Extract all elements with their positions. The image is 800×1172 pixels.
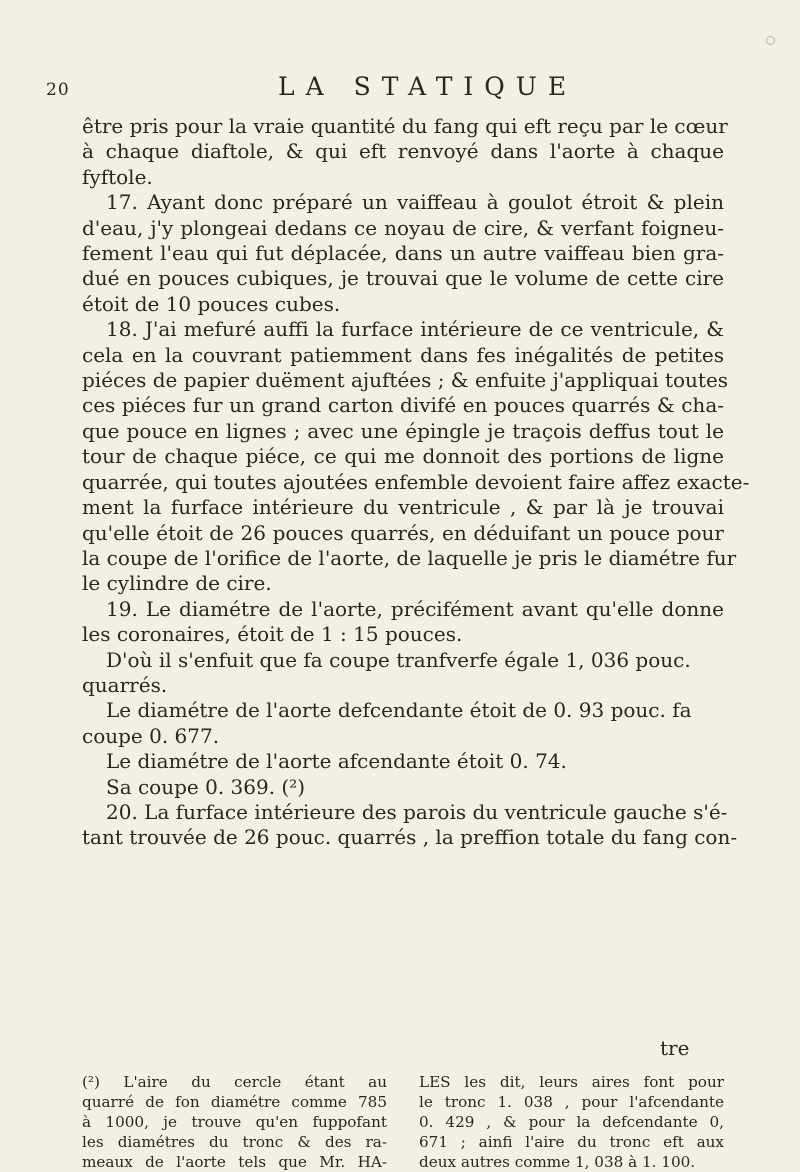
- footnote-line: meaux de l'aorte tels que Mr. HA-: [82, 1153, 387, 1171]
- footnote-line: (²) L'aire du cercle étant au: [82, 1073, 387, 1091]
- text-line: quarrés.: [82, 672, 168, 697]
- footnote-line: 671 ; ainfi l'aire du tronc eft aux: [419, 1133, 724, 1151]
- main-text: [82, 114, 750, 851]
- footnotes: [82, 1072, 724, 1172]
- text-line: piéces de papier duëment ajuftées ; & enfuite j'appliquai toutes: [82, 368, 729, 393]
- running-title: LA STATIQUE: [278, 72, 578, 101]
- text-line: fement l'eau qui fut déplacée, dans un autre vaiffeau bien gra-: [82, 241, 724, 266]
- text-line: Le diamétre de l'aorte afcendante étoit 0. 74.: [106, 749, 567, 774]
- text-line: tour de chaque piéce, ce qui me donnoit des portions de ligne: [82, 444, 724, 469]
- text-line: quarrée, qui toutes ajoutées enfemble devoient faire affez exacte-: [82, 469, 750, 494]
- footnote-line: le tronc 1. 038 , pour l'afcendante: [419, 1093, 724, 1111]
- footnote-column-left: [82, 1072, 387, 1172]
- text-line: Le diamétre de l'aorte defcendante étoit de 0. 93 pouc. fa: [106, 698, 692, 723]
- text-line: D'où il s'enfuit que fa coupe tranfverfe égale 1, 036 pouc.: [106, 647, 691, 672]
- text-line: que pouce en lignes ; avec une épingle je traçois deffus tout le: [82, 418, 724, 443]
- footnote-line: deux autres comme 1, 038 à 1. 100.: [419, 1153, 696, 1171]
- footnote-line: quarré de fon diamétre comme 785: [82, 1093, 387, 1111]
- text-line: la coupe de l'orifice de l'aorte, de laquelle je pris le diamétre fur: [82, 545, 737, 570]
- text-line: être pris pour la vraie quantité du fang qui eft reçu par le cœur: [82, 114, 728, 138]
- text-line: qu'elle étoit de 26 pouces quarrés, en déduifant un pouce pour: [82, 520, 724, 545]
- text-line: Sa coupe 0. 369. (²): [106, 774, 306, 799]
- text-line: ces piéces fur un grand carton divifé en pouces quarrés & cha-: [82, 393, 724, 418]
- page-header: [46, 72, 746, 108]
- text-line: dué en pouces cubiques, je trouvai que le volume de cette cire: [82, 266, 724, 291]
- text-line: 17. Ayant donc préparé un vaiffeau à goulot étroit & plein: [106, 190, 724, 215]
- footnote-line: LES les dit, leurs aires font pour: [419, 1073, 724, 1091]
- footnote-line: 0. 429 , & pour la defcendante 0,: [419, 1113, 724, 1131]
- text-line: les coronaires, étoit de 1 : 15 pouces.: [82, 622, 463, 647]
- text-line: 18. J'ai mefuré auffi la furface intérieure de ce ventricule, &: [106, 317, 724, 342]
- footnote-line: les diamétres du tronc & des ra-: [82, 1133, 387, 1151]
- corner-mark: [766, 36, 775, 45]
- footnote-column-right: [419, 1072, 724, 1172]
- text-line: fyftole.: [82, 164, 153, 189]
- text-line: coupe 0. 677.: [82, 723, 220, 748]
- text-line: à chaque diaftole, & qui eft renvoyé dans l'aorte à chaque: [82, 139, 724, 164]
- text-line: 19. Le diamétre de l'aorte, précifément avant qu'elle donne: [106, 596, 724, 621]
- footnote-line: à 1000, je trouve qu'en fuppofant: [82, 1113, 387, 1131]
- text-line: le cylindre de cire.: [82, 571, 272, 596]
- catchword: tre: [660, 1036, 690, 1060]
- text-line: 20. La furface intérieure des parois du ventricule gauche s'é-: [106, 799, 728, 824]
- page-number: 20: [46, 80, 70, 100]
- text-line: ment la furface intérieure du ventricule , & par là je trouvai: [82, 495, 724, 520]
- text-line: cela en la couvrant patiemment dans fes inégalités de petites: [82, 342, 724, 367]
- text-line: étoit de 10 pouces cubes.: [82, 291, 341, 316]
- text-line: d'eau, j'y plongeai dedans ce noyau de cire, & verfant foigneu-: [82, 215, 724, 240]
- text-line: tant trouvée de 26 pouc. quarrés , la preffion totale du fang con-: [82, 825, 738, 850]
